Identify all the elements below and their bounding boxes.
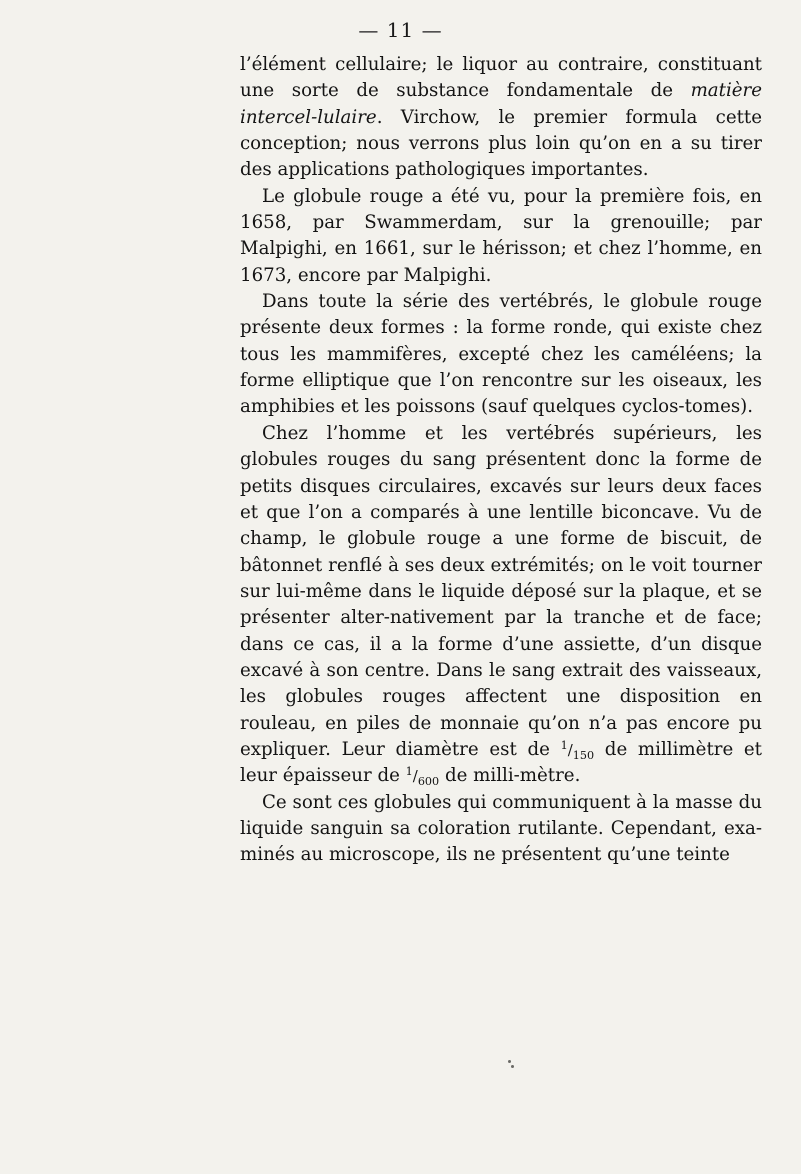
italic-term: matière intercel-lulaire (240, 80, 762, 128)
paragraph (240, 52, 762, 184)
text-run: Le globule rouge a été vu, pour la première fois, en 1658, par Swammerdam, sur la grenouille; par Malpighi, en 1661, sur le hérisson; et chez l’homme, en 1673, encore par Malpighi. (240, 185, 762, 286)
fraction: $^1/_{150}$ (560, 738, 595, 762)
fraction: $^1/_{600}$ (405, 765, 440, 789)
text-run: l’élément cellulaire; le liquor au contraire, constituant une sorte de substance fondamentale de (240, 54, 762, 102)
text-run: Chez l’homme et les vertébrés supérieurs, les globules rouges du sang présentent donc la forme de petits disques circulaires, excavés sur leurs deux faces et que l’on a comparés à une lentille biconcave. Vu de champ, le globule rouge a une forme de biscuit, de bâtonnet renflé à ses deux extrémités; on le voit tourner sur lui-même dans le liquide déposé sur la plaque, et se présenter alter-nativement par la tranche et de face; dans ce cas, il a la forme d’une assiette, d’un disque excavé à son centre. Dans le sang extrait des vaisseaux, les globules rouges affectent une disposition en rouleau, en piles de monnaie qu’on n’a pas encore pu expliquer. Leur diamètre est de (240, 422, 762, 760)
text-run: de milli-mètre. (439, 765, 581, 787)
text-run: de millimètre et leur épaisseur de (240, 738, 762, 787)
text-run: Ce sont ces globules qui communiquent à la masse du liquide sanguin sa coloration rutilante. Cependant, exa-minés au microscope, ils ne présentent qu’une teinte (240, 791, 762, 866)
paragraph (240, 289, 762, 421)
body-text (240, 52, 762, 869)
paragraph (240, 184, 762, 289)
paragraph (240, 790, 762, 869)
text-run: Dans toute la série des vertébrés, le globule rouge présente deux formes : la forme ronde, qui existe chez tous les mammifères, excepté chez les caméléens; la forme elliptique que l’on rencontre sur les oiseaux, les amphibies et les poissons (sauf quelques cyclos-tomes). (240, 291, 762, 418)
page-number-header: — 11 — (358, 18, 443, 42)
paper-speck (508, 1060, 511, 1063)
paper-speck (511, 1065, 514, 1068)
paragraph (240, 421, 762, 790)
text-run: . Virchow, le premier formula cette conception; nous verrons plus loin qu’on en a su tirer des applications pathologiques importantes. (240, 106, 762, 181)
